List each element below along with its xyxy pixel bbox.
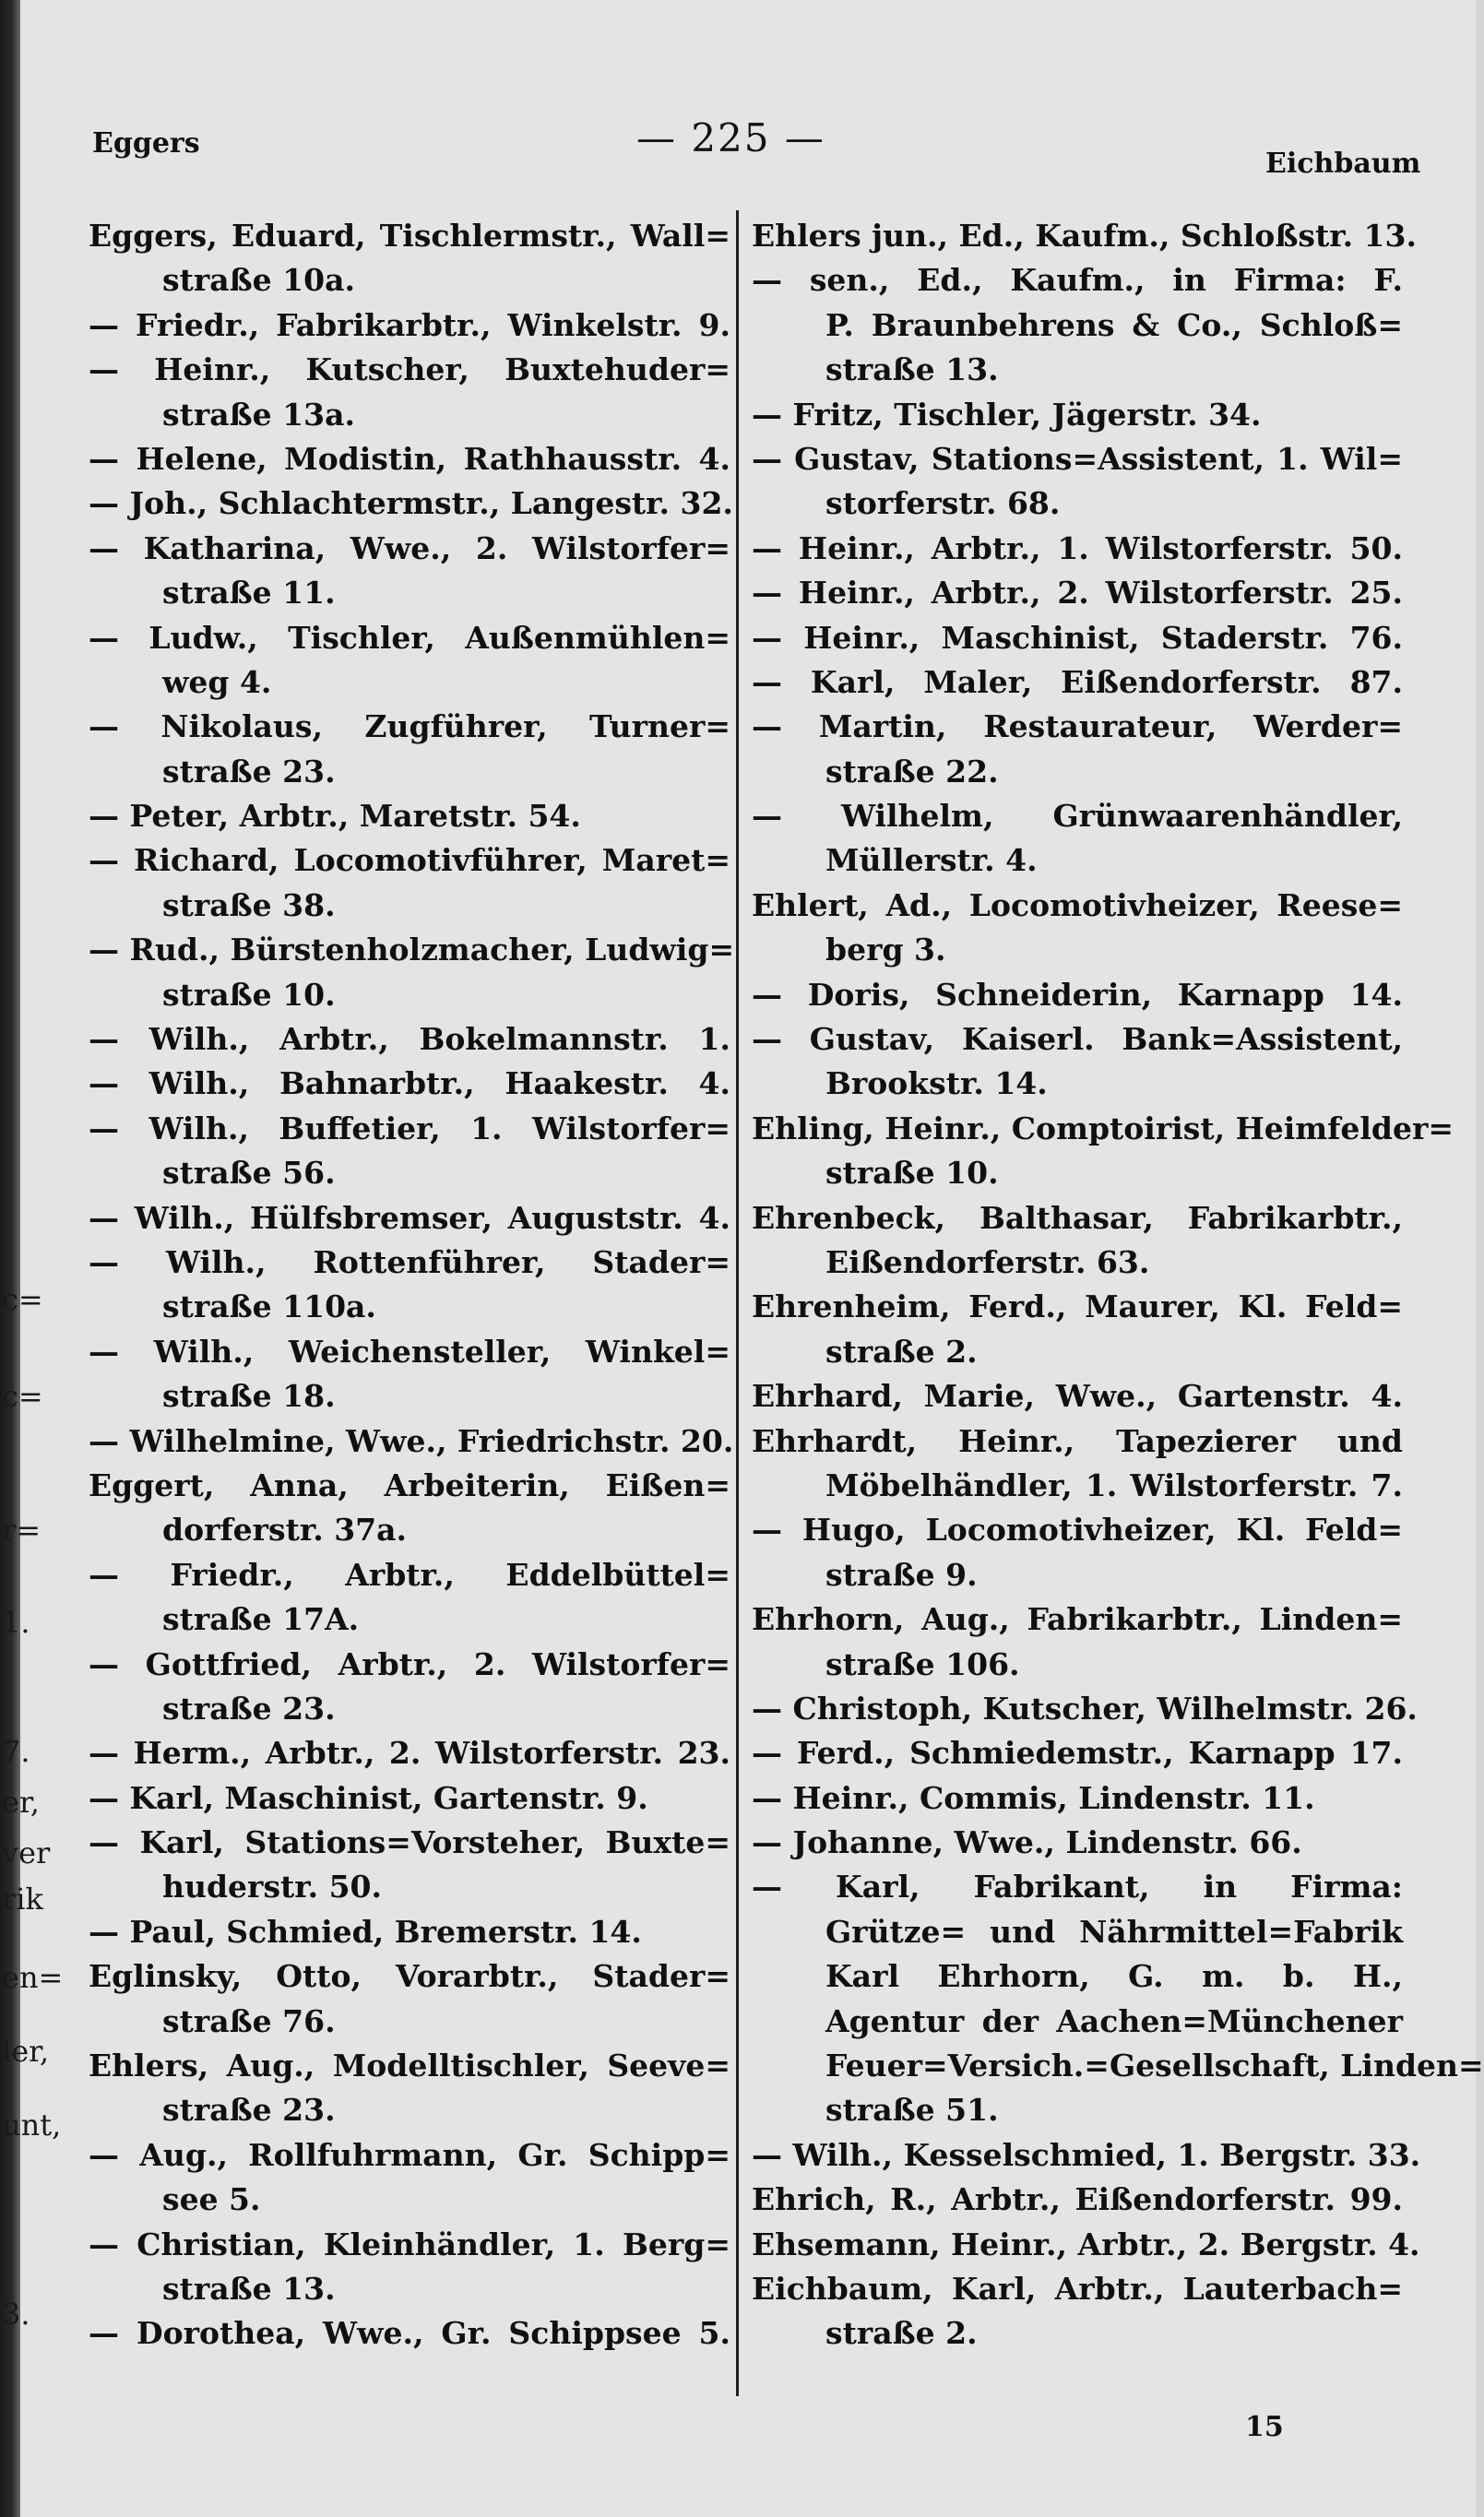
- directory-line: — Ludw., Tischler, Außenmühlen=: [89, 619, 730, 656]
- directory-line: P. Braunbehrens & Co., Schloß=: [825, 306, 1403, 343]
- column-divider: [736, 210, 739, 2396]
- directory-line: Müllerstr. 4.: [825, 842, 1038, 879]
- directory-line: straße 23.: [162, 2092, 336, 2129]
- directory-line: weg 4.: [162, 663, 272, 700]
- directory-line: straße 11.: [162, 575, 336, 611]
- directory-line: — Wilh., Buffetier, 1. Wilstorfer=: [89, 1110, 730, 1146]
- directory-line: — Wilh., Weichensteller, Winkel=: [89, 1333, 730, 1370]
- directory-line: — sen., Ed., Kaufm., in Firma: F.: [752, 262, 1403, 299]
- running-head-right: Eichbaum: [1265, 148, 1421, 180]
- directory-line: Eichbaum, Karl, Arbtr., Lauterbach=: [752, 2270, 1403, 2307]
- directory-line: — Richard, Locomotivführer, Maret=: [89, 842, 730, 879]
- directory-line: Ehlers jun., Ed., Kaufm., Schloßstr. 13.: [752, 218, 1417, 254]
- directory-line: — Nikolaus, Zugführer, Turner=: [89, 708, 730, 745]
- margin-fragment: en=: [2, 1960, 64, 1995]
- directory-line: — Christian, Kleinhändler, 1. Berg=: [89, 2226, 730, 2262]
- margin-fragment: c=: [2, 1379, 43, 1414]
- directory-line: see 5.: [162, 2181, 261, 2218]
- directory-line: straße 38.: [162, 886, 336, 923]
- directory-line: — Aug., Rollfuhrmann, Gr. Schipp=: [89, 2136, 730, 2173]
- left-column: [89, 214, 735, 2357]
- directory-line: Eißendorferstr. 63.: [825, 1243, 1150, 1280]
- directory-line: straße 106.: [825, 1645, 1020, 1682]
- directory-line: — Herm., Arbtr., 2. Wilstorferstr. 23.: [89, 1735, 730, 1772]
- directory-line: — Wilh., Bahnarbtr., Haakestr. 4.: [89, 1065, 730, 1102]
- directory-line: — Heinr., Commis, Lindenstr. 11.: [752, 1779, 1315, 1816]
- directory-line: straße 23.: [162, 1690, 336, 1727]
- directory-line: — Hugo, Locomotivheizer, Kl. Feld=: [752, 1512, 1403, 1549]
- directory-line: — Gustav, Stations=Assistent, 1. Wil=: [752, 440, 1403, 477]
- directory-line: Brookstr. 14.: [825, 1065, 1048, 1102]
- directory-line: — Heinr., Arbtr., 2. Wilstorferstr. 25.: [752, 575, 1403, 611]
- directory-line: Ehrenbeck, Balthasar, Fabrikarbtr.,: [752, 1199, 1403, 1236]
- directory-line: storferstr. 68.: [825, 485, 1061, 522]
- directory-line: — Wilh., Rottenführer, Stader=: [89, 1243, 730, 1280]
- directory-line: — Gustav, Kaiserl. Bank=Assistent,: [752, 1021, 1403, 1058]
- directory-line: Ehrenheim, Ferd., Maurer, Kl. Feld=: [752, 1288, 1403, 1325]
- directory-line: — Peter, Arbtr., Maretstr. 54.: [89, 798, 581, 835]
- margin-fragment: rik: [2, 1882, 43, 1917]
- directory-line: — Heinr., Maschinist, Staderstr. 76.: [752, 619, 1403, 656]
- margin-fragment: 7.: [2, 1734, 30, 1769]
- directory-line: straße 13.: [162, 2270, 336, 2307]
- directory-line: Ehrich, R., Arbtr., Eißendorferstr. 99.: [752, 2181, 1403, 2218]
- directory-line: straße 9.: [825, 1556, 978, 1593]
- margin-fragment: unt,: [2, 2107, 62, 2143]
- directory-line: — Joh., Schlachtermstr., Langestr. 32.: [89, 485, 733, 522]
- directory-line: straße 76.: [162, 2002, 336, 2039]
- margin-fragment: ler,: [2, 2034, 50, 2069]
- right-column: [752, 214, 1484, 2357]
- directory-line: — Friedr., Arbtr., Eddelbüttel=: [89, 1556, 730, 1593]
- directory-line: Ehsemann, Heinr., Arbtr., 2. Bergstr. 4.: [752, 2226, 1420, 2262]
- directory-line: huderstr. 50.: [162, 1869, 383, 1906]
- directory-line: — Wilh., Arbtr., Bokelmannstr. 1.: [89, 1021, 730, 1058]
- directory-line: — Christoph, Kutscher, Wilhelmstr. 26.: [752, 1690, 1418, 1727]
- directory-line: — Heinr., Kutscher, Buxtehuder=: [89, 351, 730, 388]
- directory-line: — Karl, Stations=Vorsteher, Buxte=: [89, 1824, 730, 1861]
- directory-line: berg 3.: [825, 932, 946, 968]
- margin-fragment: r=: [2, 1513, 42, 1548]
- directory-line: straße 23.: [162, 753, 336, 790]
- directory-line: straße 2.: [825, 2315, 978, 2352]
- directory-line: Feuer=Versich.=Gesellschaft, Linden=: [825, 2048, 1484, 2084]
- directory-line: — Gottfried, Arbtr., 2. Wilstorfer=: [89, 1645, 730, 1682]
- directory-line: — Friedr., Fabrikarbtr., Winkelstr. 9.: [89, 306, 730, 343]
- directory-line: straße 10a.: [162, 262, 355, 299]
- directory-line: Möbelhändler, 1. Wilstorferstr. 7.: [825, 1466, 1403, 1503]
- directory-line: — Karl, Fabrikant, in Firma:: [752, 1869, 1403, 1906]
- margin-fragments: [0, 0, 64, 2517]
- directory-line: — Doris, Schneiderin, Karnapp 14.: [752, 976, 1403, 1013]
- directory-line: Ehrhard, Marie, Wwe., Gartenstr. 4.: [752, 1378, 1403, 1415]
- directory-line: — Karl, Maschinist, Gartenstr. 9.: [89, 1779, 648, 1816]
- directory-line: Ehlers, Aug., Modelltischler, Seeve=: [89, 2048, 730, 2084]
- directory-line: straße 17A.: [162, 1601, 360, 1638]
- directory-line: Ehling, Heinr., Comptoirist, Heimfelder=: [752, 1110, 1454, 1146]
- directory-line: — Katharina, Wwe., 2. Wilstorfer=: [89, 529, 730, 566]
- directory-line: Ehrhardt, Heinr., Tapezierer und: [752, 1422, 1403, 1459]
- directory-line: Agentur der Aachen=Münchener: [825, 2002, 1403, 2039]
- directory-line: straße 10.: [162, 976, 336, 1013]
- directory-line: — Martin, Restaurateur, Werder=: [752, 708, 1403, 745]
- directory-line: straße 10.: [825, 1155, 999, 1192]
- directory-line: straße 13.: [825, 351, 999, 388]
- directory-line: Ehrhorn, Aug., Fabrikarbtr., Linden=: [752, 1601, 1403, 1638]
- margin-fragment: 3.: [2, 2297, 30, 2332]
- directory-line: — Fritz, Tischler, Jägerstr. 34.: [752, 396, 1262, 433]
- margin-fragment: c=: [2, 1282, 43, 1317]
- margin-fragment: er,: [2, 1785, 40, 1820]
- directory-line: Eglinsky, Otto, Vorarbtr., Stader=: [89, 1958, 730, 1995]
- directory-line: — Helene, Modistin, Rathhausstr. 4.: [89, 440, 730, 477]
- directory-line: — Ferd., Schmiedemstr., Karnapp 17.: [752, 1735, 1403, 1772]
- directory-line: — Wilhelm, Grünwaarenhändler,: [752, 798, 1403, 835]
- directory-line: — Johanne, Wwe., Lindenstr. 66.: [752, 1824, 1302, 1861]
- directory-line: — Paul, Schmied, Bremerstr. 14.: [89, 1913, 642, 1950]
- directory-line: — Wilh., Kesselschmied, 1. Bergstr. 33.: [752, 2136, 1421, 2173]
- directory-line: straße 2.: [825, 1333, 978, 1370]
- directory-line: Eggert, Anna, Arbeiterin, Eißen=: [89, 1466, 730, 1503]
- margin-fragment: ver: [2, 1835, 51, 1870]
- directory-line: — Karl, Maler, Eißendorferstr. 87.: [752, 663, 1403, 700]
- directory-line: — Wilh., Hülfsbremser, Auguststr. 4.: [89, 1199, 730, 1236]
- directory-line: Karl Ehrhorn, G. m. b. H.,: [825, 1958, 1403, 1995]
- directory-line: — Rud., Bürstenholzmacher, Ludwig=: [89, 932, 735, 968]
- directory-line: — Heinr., Arbtr., 1. Wilstorferstr. 50.: [752, 529, 1403, 566]
- directory-line: straße 51.: [825, 2092, 999, 2129]
- directory-line: Ehlert, Ad., Locomotivheizer, Reese=: [752, 886, 1403, 923]
- directory-line: — Wilhelmine, Wwe., Friedrichstr. 20.: [89, 1422, 734, 1459]
- directory-line: Grütze= und Nährmittel=Fabrik: [825, 1913, 1403, 1950]
- directory-line: straße 56.: [162, 1155, 336, 1192]
- page-number: — 225 —: [636, 115, 825, 160]
- directory-line: straße 13a.: [162, 396, 355, 433]
- directory-line: straße 110a.: [162, 1288, 376, 1325]
- directory-line: dorferstr. 37a.: [162, 1512, 407, 1549]
- directory-line: straße 22.: [825, 753, 999, 790]
- signature-number: 15: [1245, 2411, 1284, 2443]
- directory-line: Eggers, Eduard, Tischlermstr., Wall=: [89, 218, 730, 254]
- margin-fragment: 1.: [2, 1605, 30, 1640]
- directory-line: straße 18.: [162, 1378, 336, 1415]
- directory-line: — Dorothea, Wwe., Gr. Schippsee 5.: [89, 2315, 730, 2352]
- running-head-left: Eggers: [92, 127, 200, 160]
